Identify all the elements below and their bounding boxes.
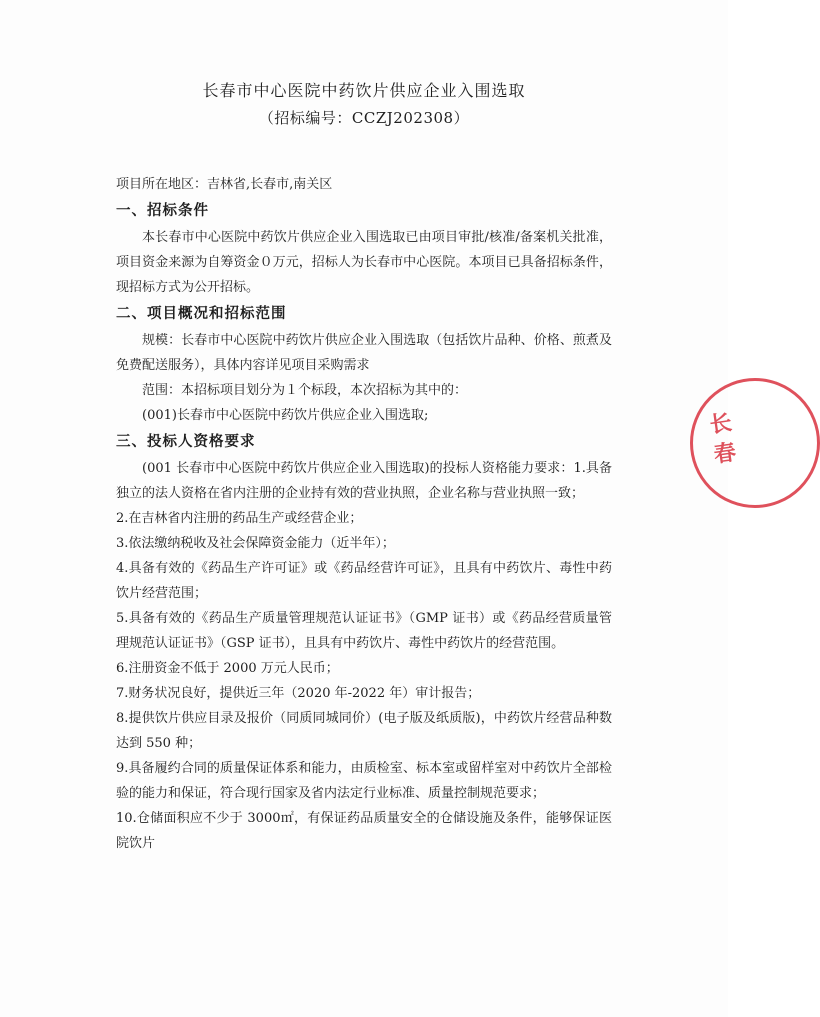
section-2-scope: 范围：本招标项目划分为１个标段，本次招标为其中的：: [142, 383, 468, 398]
document-body: [116, 172, 612, 856]
requirement-item: 6.注册资金不低于 2000 万元人民币；: [116, 661, 339, 676]
section-heading-2: 二、项目概况和招标范围: [116, 306, 287, 322]
section-2-scale: 规模：长春市中心医院中药饮片供应企业入围选取（包括饮片品种、价格、煎煮及免费配送服务），具体内容详见项目采购需求: [116, 333, 612, 373]
section-1-paragraph: 本长春市中心医院中药饮片供应企业入围选取已由项目审批/核准/备案机关批准，项目资金来源为自筹资金０万元，招标人为长春市中心医院。本项目已具备招标条件，现招标方式为公开招标。: [116, 230, 612, 295]
section-heading-3: 三、投标人资格要求: [116, 434, 256, 450]
section-2-lot: (001)长春市中心医院中药饮片供应企业入围选取;: [142, 408, 429, 423]
official-seal-stamp: [690, 378, 820, 508]
requirement-item: 5.具备有效的《药品生产质量管理规范认证证书》（GMP 证书）或《药品经营质量管理规范认证证书》（GSP 证书），且具有中药饮片、毒性中药饮片的经营范围。: [116, 611, 612, 651]
project-location: 项目所在地区：吉林省,长春市,南关区: [116, 177, 333, 192]
tender-number: （招标编号：CCZJ202308）: [258, 109, 470, 127]
requirement-item: 2.在吉林省内注册的药品生产或经营企业；: [116, 511, 363, 526]
requirement-item: 10.仓储面积应不少于 3000㎡，有保证药品质量安全的仓储设施及条件，能够保证医院饮片: [116, 811, 612, 851]
requirement-item: 4.具备有效的《药品生产许可证》或《药品经营许可证》，且具有中药饮片、毒性中药饮片经营范围；: [116, 561, 612, 601]
official-seal-text: 长春: [708, 410, 738, 469]
section-3-intro: (001 长春市中心医院中药饮片供应企业入围选取)的投标人资格能力要求：1.具备独立的法人资格在省内注册的企业持有效的营业执照，企业名称与营业执照一致；: [116, 461, 612, 501]
requirement-item: 9.具备履约合同的质量保证体系和能力，由质检室、标本室或留样室对中药饮片全部检验的能力和保证，符合现行国家及省内法定行业标准、质量控制规范要求；: [116, 761, 612, 801]
requirement-item: 3.依法缴纳税收及社会保障资金能力（近半年）；: [116, 536, 395, 551]
document-title: 长春市中心医院中药饮片供应企业入围选取: [202, 81, 526, 100]
requirement-item: 7.财务状况良好，提供近三年（2020 年-2022 年）审计报告；: [116, 686, 481, 701]
section-heading-1: 一、招标条件: [116, 203, 209, 219]
requirement-item: 8.提供饮片供应目录及报价（同质同城同价）(电子版及纸质版)，中药饮片经营品种数达到 550 种；: [116, 711, 612, 751]
